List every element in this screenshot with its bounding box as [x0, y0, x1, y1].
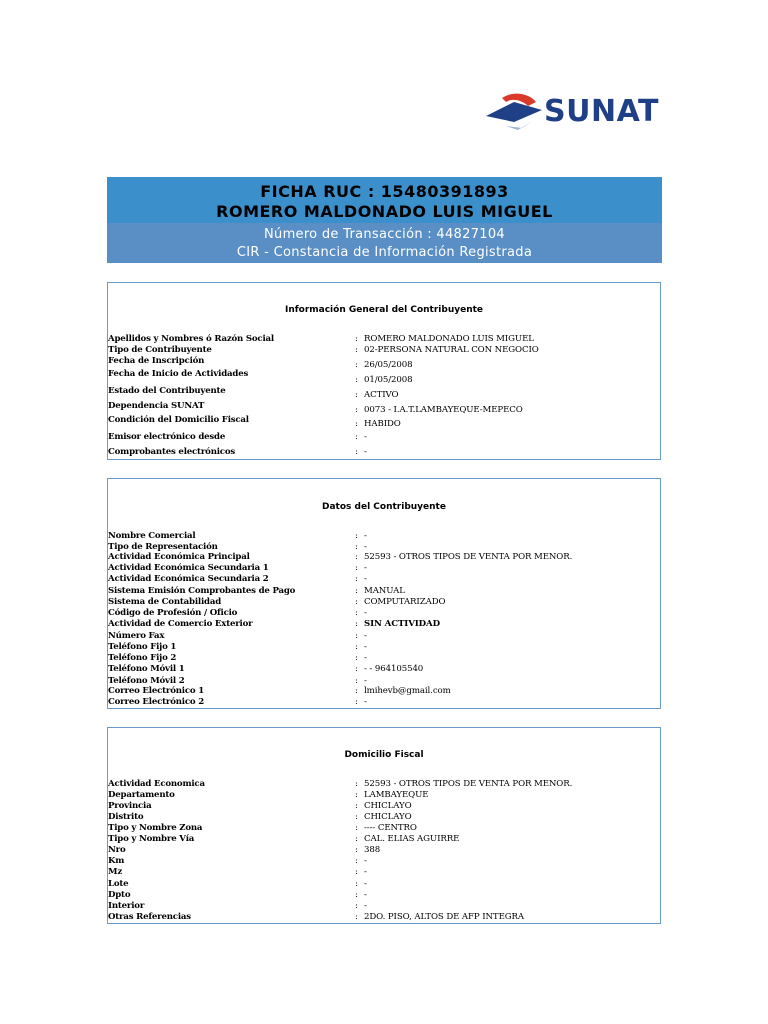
row-value: 388	[364, 845, 381, 855]
row-value: -	[364, 879, 367, 889]
row-label: Teléfono Fijo 2	[108, 653, 177, 663]
row-value: -	[364, 447, 367, 457]
contribuyente-name: ROMERO MALDONADO LUIS MIGUEL	[216, 202, 553, 221]
row-value: -	[364, 901, 367, 911]
row-value: 52593 - OTROS TIPOS DE VENTA POR MENOR.	[364, 779, 573, 789]
sunat-logo	[484, 88, 660, 140]
row-label: Interior	[108, 901, 145, 911]
row-label: Dpto	[108, 890, 131, 900]
ficha-header	[107, 177, 662, 263]
row-value: SIN ACTIVIDAD	[364, 619, 440, 629]
row-value: -	[364, 856, 367, 866]
row-value: 26/05/2008	[364, 360, 413, 370]
row-value: 52593 - OTROS TIPOS DE VENTA POR MENOR.	[364, 552, 573, 562]
row-value: -	[364, 631, 367, 641]
cir-subtitle: CIR - Constancia de Información Registrada	[236, 245, 533, 260]
row-label: Dependencia SUNAT	[108, 401, 205, 411]
row-label: Correo Electrónico 2	[108, 697, 205, 707]
row-label: Tipo y Nombre Zona	[108, 823, 203, 833]
row-label: Tipo y Nombre Vía	[108, 834, 195, 844]
row-value: lmihevb@gmail.com	[364, 686, 451, 696]
section-datos-contribuyente: Datos del Contribuyente Nombre Comercial : - Tipo de Representación : - Actividad Económica Principal : 52593 - OTROS TIPOS DE VENTA POR MENOR. Actividad Económica Secundaria 1 : - Actividad Económica Secundaria 2 : - Sistema Emisión Comprobantes de Pago : MANUAL Sistema de Contabilidad : COMPUTARIZADO Código de Profesión / Oficio : - Actividad de Comercio Exterior : SIN ACTIVIDAD Número Fax : - Teléfono Fijo 1 : - Teléfono Fijo 2 : - Teléfono Móvil 1 : - - 964105540 Teléfono Móvil 2 : - Correo Electrónico 1 : lmihevb@gmail.com Correo Electrónico 2 : -	[107, 478, 661, 709]
row-value: -	[364, 642, 367, 652]
row-label: Provincia	[108, 801, 152, 811]
row-value: ROMERO MALDONADO LUIS MIGUEL	[364, 334, 534, 344]
row-label: Correo Electrónico 1	[108, 686, 205, 696]
header-top-band	[107, 177, 662, 223]
row-value: LAMBAYEQUE	[364, 790, 429, 800]
row-label: Actividad Economica	[108, 779, 205, 789]
row-label: Actividad Económica Secundaria 1	[108, 563, 269, 573]
row-label: Distrito	[108, 812, 144, 822]
row-label: Otras Referencias	[108, 912, 191, 922]
row-label: Comprobantes electrónicos	[108, 447, 236, 457]
section-title: Datos del Contribuyente	[322, 502, 446, 512]
row-value: ACTIVO	[364, 390, 399, 400]
row-value: CAL. ELIAS AGUIRRE	[364, 834, 460, 844]
header-bottom-band	[107, 223, 662, 263]
row-label: Departamento	[108, 790, 175, 800]
row-label: Estado del Contribuyente	[108, 386, 226, 396]
row-label: Teléfono Móvil 2	[108, 676, 185, 686]
section-title: Información General del Contribuyente	[284, 305, 484, 315]
row-label: Actividad de Comercio Exterior	[108, 619, 253, 629]
transaction-number: Número de Transacción : 44827104	[264, 227, 505, 242]
row-label: Apellidos y Nombres ó Razón Social	[108, 334, 274, 344]
row-label: Emisor electrónico desde	[108, 432, 226, 442]
row-label: Mz	[108, 867, 122, 877]
row-value: HABIDO	[364, 419, 401, 429]
row-label: Tipo de Contribuyente	[108, 345, 212, 355]
row-label: Condición del Domicilio Fiscal	[108, 415, 249, 425]
section-informacion-general: Información General del Contribuyente Apellidos y Nombres ó Razón Social : ROMERO MALDONADO LUIS MIGUEL Tipo de Contribuyente : 02-PERSONA NATURAL CON NEGOCIO Fecha de Inscripción : 26/05/2008 Fecha de Inicio de Actividades : 01/05/2008 Estado del Contribuyente : ACTIVO Dependencia SUNAT : 0073 - I.A.T.LAMBAYEQUE-MEPECO Condición del Domicilio Fiscal : HABIDO Emisor electrónico desde : - Comprobantes electrónicos : -	[107, 282, 661, 460]
row-label: Lote	[108, 879, 129, 889]
row-value: -	[364, 653, 367, 663]
row-value: -	[364, 542, 367, 552]
row-label: Teléfono Móvil 1	[108, 664, 185, 674]
row-label: Fecha de Inscripción	[108, 356, 205, 366]
ficha-ruc-title: FICHA RUC : 15480391893	[260, 182, 509, 201]
row-label: Actividad Económica Secundaria 2	[108, 574, 269, 584]
row-value: 0073 - I.A.T.LAMBAYEQUE-MEPECO	[364, 405, 523, 415]
row-value: MANUAL	[364, 586, 405, 596]
row-label: Número Fax	[108, 631, 165, 641]
row-value: CHICLAYO	[364, 801, 412, 811]
row-label: Nombre Comercial	[108, 531, 196, 541]
row-value: CHICLAYO	[364, 812, 412, 822]
row-value: 2DO. PISO, ALTOS DE AFP INTEGRA	[364, 912, 524, 922]
row-value: - - 964105540	[364, 664, 424, 674]
row-label: Sistema de Contabilidad	[108, 597, 222, 607]
logo-text: SUNAT	[544, 94, 659, 129]
row-value: -	[364, 890, 367, 900]
row-value: 01/05/2008	[364, 375, 413, 385]
section-title: Domicilio Fiscal	[344, 750, 424, 760]
row-value: ---- CENTRO	[364, 823, 417, 833]
row-value: 02-PERSONA NATURAL CON NEGOCIO	[364, 345, 539, 355]
row-label: Fecha de Inicio de Actividades	[108, 369, 249, 379]
row-value: -	[364, 676, 367, 686]
row-value: -	[364, 432, 367, 442]
row-value: -	[364, 531, 367, 541]
row-label: Tipo de Representación	[108, 542, 218, 552]
row-value: -	[364, 608, 367, 618]
row-value: -	[364, 563, 367, 573]
row-label: Código de Profesión / Oficio	[108, 608, 238, 618]
row-value: -	[364, 574, 367, 584]
section-domicilio-fiscal: Domicilio Fiscal Actividad Economica : 52593 - OTROS TIPOS DE VENTA POR MENOR. Departamento : LAMBAYEQUE Provincia : CHICLAYO Distrito : CHICLAYO Tipo y Nombre Zona : ---- CENTRO Tipo y Nombre Vía : CAL. ELIAS AGUIRRE Nro : 388 Km : - Mz : - Lote : - Dpto : - Interior : - Otras Referencias : 2DO. PISO, ALTOS DE AFP INTEGRA	[107, 727, 661, 924]
row-label: Teléfono Fijo 1	[108, 642, 177, 652]
row-value: COMPUTARIZADO	[364, 597, 446, 607]
row-label: Actividad Económica Principal	[108, 552, 250, 562]
sunat-logo-icon	[484, 88, 544, 140]
row-label: Sistema Emisión Comprobantes de Pago	[108, 586, 296, 596]
row-label: Nro	[108, 845, 126, 855]
row-label: Km	[108, 856, 125, 866]
row-value: -	[364, 697, 367, 707]
row-value: -	[364, 867, 367, 877]
